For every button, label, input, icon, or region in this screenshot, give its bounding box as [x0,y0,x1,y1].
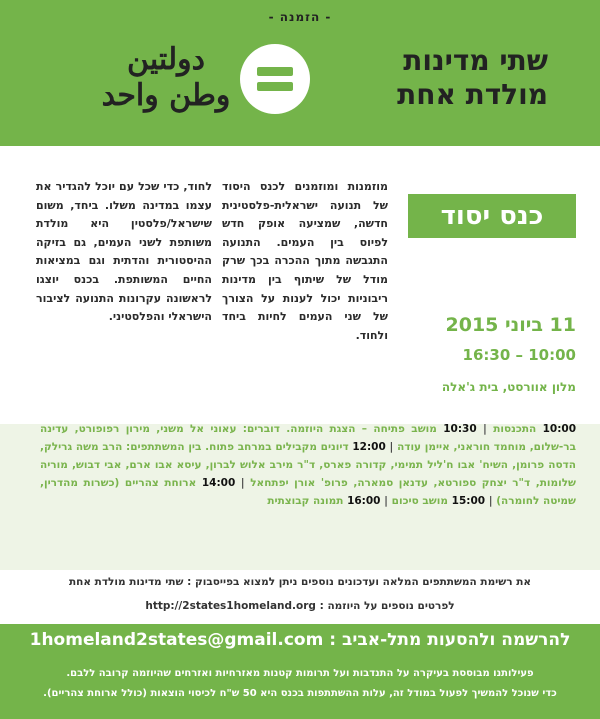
hebrew-title-line-2: מולדת אחת [397,78,548,111]
schedule-item: התכנסות [493,423,537,435]
arabic-title-line-1: دولتين [127,42,205,77]
registration-contact [0,630,600,650]
schedule-item: ארוחת צהריים (כשרות מהדרין, שמיטה לחומרה) [40,477,576,507]
schedule-time: 12:00 [352,441,386,453]
description-column-right: מוזמנות ומוזמנים לכנס היסוד של תנועה ישראלית-פלסטינית חדשה, שמציעה אופק חדש לפיוס בין העמים. התנועה התגבשה מתוך ההכרה בכך שרק מודל של שיתוף בין מדינות ריבוניות יכול לענות על הצורך של שני העמים לחיות ביחד ולחוד. [222,180,388,342]
schedule-time: 16:00 [347,495,381,507]
facebook-info: את רשימת המשתתפים המלאה ועדכונים נוספים ניתן למצוא בפייסבוק : שתי מדינות מולדת אחת [68,576,532,588]
registration-email-link[interactable]: 1homeland2states@gmail.com [29,630,324,650]
schedule-text: 10:00 התכנסות | 10:30 מושב פתיחה – הצגת היוזמה. דוברים: עאוני אל משני, מירון רפופורט, עדינה בר-שלום, מוחמד חוראני, איימן עודה | 12:00 דיונים מקבילים במרחב פתוח. בין המשתתפים: הרב משה גרילק, הדסה פרומן, השיח' אבו ח'ליל תמימי, קדורה פארס, ד"ר מירב אלוש לברון, עיסא אבו ארם, אבי דבוש, מוריה שלומות, ד"ר יצחק ספורטא, עדנאן סמארה, פרופ' אורן יפתחאל | 14:00 ארוחת צהריים (כשרות מהדרין, שמיטה לחומרה) | 15:00 מושב סיכום | 16:00 תמונה קבוצתית [40,423,577,507]
schedule-item: דיונים מקבילים במרחב פתוח. בין המשתתפים: הרב משה גרילק, הדסה פרומן, השיח' אבו ח'ליל תמימי, קדורה פארס, ד"ר מירב אלוש לברון, עיסא אבו ארם, אבי דבוש, מוריה שלומות, ד"ר יצחק ספורטא, עדנאן סמארה, פרופ' אורן יפתחאל [40,441,577,489]
event-date: 11 ביוני 2015 [445,314,576,336]
schedule-time: 10:00 [542,423,577,435]
equals-bar-top [257,67,293,76]
schedule-time: 15:00 [451,495,486,507]
description-column-left: לחוד, כדי שכל עם יוכל להגדיר את עצמו במדינה משלו. ביחד, משום שישראל/פלסטין היא מולדת משותפת לשני העמים, גם בזיקה ההיסטורית והדתית וגם במציאות החיים המשותפת. בכנס יוצגו לראשונה עקרונות התנועה לציבור הישראלי והפלסטיני. [36,180,212,324]
invitation-label: - הזמנה - [268,10,332,24]
schedule-item: מושב פתיחה – הצגת היוזמה. דוברים: עאוני אל משני, מירון רפופורט, עדינה בר-שלום, מוחמד חוראני, איימן עודה [40,423,576,453]
hebrew-title [358,44,548,112]
schedule-item: מושב סיכום [391,495,448,507]
website-info [0,600,600,612]
equals-sign-icon [240,44,310,114]
schedule-time: 14:00 [201,477,236,489]
website-link[interactable]: http://2states1homeland.org [145,600,316,612]
hebrew-title-line-1: שתי מדינות [403,44,548,77]
event-time: 10:00 – 16:30 [462,346,576,364]
arabic-title [92,42,240,114]
event-badge: כנס יסוד [408,194,576,238]
equals-bar-bottom [257,82,293,91]
footer-note-2: כדי שנוכל להמשיך לפעול במודל זה, עלות ההשתתפות בכנס היא 50 ש"ח לכיסוי הוצאות (כולל ארוחת צהריים). [43,688,557,699]
arabic-title-line-2: وطن واحد [101,78,231,113]
registration-label: להרשמה ולהסעות מתל-אביב : [329,630,571,650]
schedule-item: תמונה קבוצתית [267,495,344,507]
event-venue: מלון אוורסט, בית ג'אלה [441,380,576,394]
schedule-time: 10:30 [443,423,477,435]
footer-note-1: פעילותנו מבוססת בעיקרה על התנדבות ועל תרומות קטנות מאזרחיות ואזרחים שהיוזמה קרובה ללבם. [66,668,534,679]
website-label: לפרטים נוספים על היוזמה : [319,600,455,612]
